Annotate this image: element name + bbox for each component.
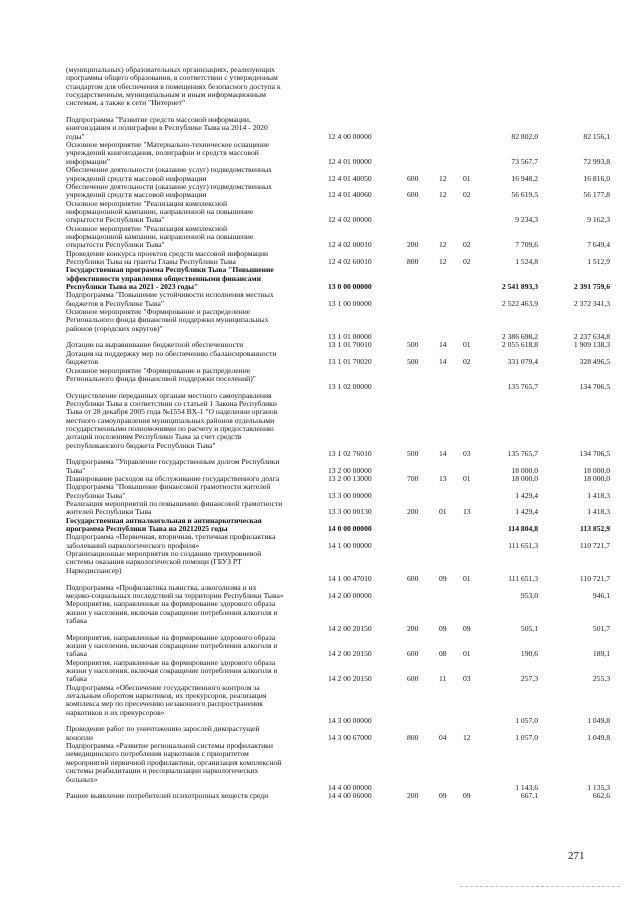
row-amount-year2: 2 372 341,3 bbox=[573, 298, 610, 308]
row-code: 13 3 00 00000 bbox=[328, 490, 372, 500]
table-row bbox=[66, 457, 610, 475]
table-row bbox=[66, 390, 610, 459]
row-amount-year1: 331 079,4 bbox=[507, 357, 538, 367]
row-amount-year1: 2 541 893,3 bbox=[501, 282, 538, 292]
row-section: 09 bbox=[439, 574, 447, 584]
row-code: 14 1 00 00000 bbox=[328, 540, 372, 550]
row-subsection: 09 bbox=[463, 791, 471, 801]
row-amount-year1: 114 804,8 bbox=[508, 524, 538, 534]
row-code: 14 4 00 00000 bbox=[328, 782, 372, 792]
row-amount-year1: 1 057,0 bbox=[515, 716, 538, 726]
row-amount-year2: 18 000,0 bbox=[583, 474, 610, 484]
table-row bbox=[66, 181, 610, 200]
row-amount-year1: 111 651,3 bbox=[508, 574, 538, 584]
row-expense-type: 200 bbox=[407, 240, 419, 250]
row-code: 12 4 02 60010 bbox=[328, 257, 372, 266]
table-row bbox=[66, 115, 610, 141]
row-section: 09 bbox=[439, 624, 447, 634]
row-name: Планирование расходов на обслуживание государственного долга bbox=[66, 474, 280, 484]
row-amount-year1: 135 765,7 bbox=[507, 382, 538, 392]
row-amount-year1: 111 651,3 bbox=[508, 540, 538, 550]
row-name: Подпрограмма "Повышение устойчивости исполнения местных бюджетов в Республике Тыва" bbox=[66, 290, 274, 308]
row-subsection: 12 bbox=[463, 732, 471, 742]
row-name: Реализация мероприятий по повышению финансовой грамотности жителей Республики Тыва bbox=[66, 499, 283, 517]
row-amount-year2: 113 852,9 bbox=[580, 524, 610, 534]
row-amount-year2: 56 177,8 bbox=[583, 190, 610, 200]
table-row bbox=[66, 365, 610, 392]
row-expense-type: 600 bbox=[407, 173, 419, 183]
row-amount-year2: 1 418,3 bbox=[587, 507, 610, 517]
row-name: (муниципальных) образовательных организациях, реализующих программы общего образования, в соответствии с утвержденным стандартом для обеспечения в помещениях безопасного доступа к государственным, муниципальным и иным информационным системам, а также к сети "Интернет" bbox=[66, 65, 281, 108]
page-number: 271 bbox=[568, 850, 585, 862]
row-code: 14 4 00 06000 bbox=[328, 791, 372, 801]
row-name: Мероприятия, направленные на формирование здорового образа жизни у населения, включая сокращение потребления алкоголя и табака bbox=[66, 632, 278, 659]
row-expense-type: 200 bbox=[407, 507, 419, 517]
row-section: 14 bbox=[439, 357, 447, 367]
row-section: 01 bbox=[439, 507, 447, 517]
row-amount-year1: 505,1 bbox=[520, 624, 538, 634]
row-amount-year2: 2 391 759,6 bbox=[573, 282, 610, 292]
row-code: 12 4 02 00010 bbox=[328, 240, 372, 250]
row-expense-type: 700 bbox=[407, 474, 419, 484]
row-code: 12 4 01 40050 bbox=[328, 173, 372, 183]
row-name: Подпрограмма "Развитие средств массовой информации, книгоиздания и полиграфии в Республике Тыва на 2014 - 2020 годы" bbox=[66, 115, 268, 141]
row-amount-year1: 1 524,8 bbox=[515, 257, 538, 266]
table-row bbox=[66, 657, 610, 684]
row-amount-year1: 18 000,0 bbox=[511, 465, 538, 475]
row-code: 12 4 00 00000 bbox=[328, 131, 372, 141]
row-section: 12 bbox=[439, 173, 447, 183]
row-section: 08 bbox=[439, 649, 447, 659]
row-section: 12 bbox=[439, 190, 447, 200]
table-row bbox=[66, 165, 610, 183]
row-name: Государственная антиалкогольная и антинаркотическая программа Республики Тыва на 20212025 годы bbox=[66, 515, 262, 534]
row-subsection: 01 bbox=[463, 649, 471, 659]
row-amount-year2: 134 706,5 bbox=[579, 448, 610, 458]
row-name: Основное мероприятие "Формирование и распределение Регионального фонда финансовой поддержки поселений)" bbox=[66, 365, 256, 383]
row-name: Основное мероприятие "Реализация комплексной информационной кампании, направленной на повышение открытости Республики Тыва" bbox=[66, 223, 254, 250]
row-subsection: 09 bbox=[463, 624, 471, 634]
table-row bbox=[66, 248, 610, 267]
row-amount-year2: 16 816,0 bbox=[583, 173, 610, 183]
row-amount-year2: 7 649,4 bbox=[587, 240, 610, 250]
row-amount-year1: 2 386 698,2 bbox=[501, 332, 538, 342]
row-amount-year2: 1 049,8 bbox=[587, 716, 610, 726]
row-expense-type: 500 bbox=[407, 340, 419, 350]
row-name: Организационные мероприятия по созданию трехуровневой системы оказания наркологической помощи (ГБУЗ РТ Наркодиспансер) bbox=[66, 549, 262, 575]
table-row bbox=[66, 724, 610, 742]
row-amount-year2: 189,1 bbox=[592, 649, 610, 659]
row-amount-year2: 946,1 bbox=[592, 590, 610, 600]
row-subsection: 03 bbox=[463, 448, 471, 458]
row-amount-year2: 1 512,9 bbox=[587, 257, 610, 266]
row-name: Проведение конкурса проектов средств массовой информации Республики Тыва на гранты Главы Республики Тыва bbox=[66, 248, 269, 266]
row-name: Государственная программа Республики Тыва "Повышение эффективности управления общественными финансами Республики Тыва на 2021 - 2023 годы" bbox=[66, 265, 274, 292]
row-expense-type: 800 bbox=[407, 257, 419, 266]
budget-table bbox=[66, 65, 610, 801]
row-amount-year1: 18 000,0 bbox=[511, 474, 538, 484]
row-code: 13 3 00 00130 bbox=[328, 507, 372, 517]
row-code: 14 3 00 67000 bbox=[328, 732, 372, 742]
row-code: 14 2 00 20150 bbox=[328, 649, 372, 659]
row-expense-type: 600 bbox=[407, 649, 419, 659]
table-row bbox=[66, 223, 610, 250]
row-amount-year2: 18 000,0 bbox=[583, 465, 610, 475]
row-section: 14 bbox=[439, 340, 447, 350]
row-amount-year2: 72 993,8 bbox=[583, 156, 610, 166]
row-expense-type: 600 bbox=[407, 190, 419, 200]
table-row bbox=[66, 265, 610, 292]
row-code: 13 1 02 76010 bbox=[328, 448, 372, 458]
row-amount-year1: 953,0 bbox=[520, 590, 538, 600]
row-amount-year2: 328 496,5 bbox=[579, 357, 610, 367]
row-code: 13 1 01 70020 bbox=[328, 357, 372, 367]
row-amount-year2: 501,7 bbox=[592, 624, 610, 634]
row-name: Основное мероприятие "Материально-техническое оснащение учреждений книгоиздания, полиграфии и средств массовой информации" bbox=[66, 140, 270, 166]
row-code: 14 2 00 00000 bbox=[328, 590, 372, 600]
row-amount-year2: 662,6 bbox=[592, 791, 610, 801]
row-name: Раннее выявление потребителей психотропных веществ среди bbox=[66, 791, 269, 801]
row-subsection: 01 bbox=[463, 340, 471, 350]
row-name: Подпрограмма "Управление государственным долгом Республики Тыва" bbox=[66, 457, 280, 475]
row-amount-year1: 257,3 bbox=[520, 674, 538, 684]
row-amount-year1: 7 709,6 bbox=[515, 240, 538, 250]
table-row bbox=[66, 682, 610, 726]
row-code: 13 1 01 70010 bbox=[328, 340, 372, 350]
row-section: 12 bbox=[439, 240, 447, 250]
row-code: 13 0 00 00000 bbox=[328, 282, 372, 292]
table-row bbox=[66, 582, 610, 601]
table-row bbox=[66, 66, 606, 116]
row-expense-type: 800 bbox=[407, 732, 419, 742]
row-amount-year1: 1 143,6 bbox=[515, 782, 538, 792]
row-subsection: 02 bbox=[463, 257, 471, 266]
table-row bbox=[66, 515, 610, 534]
row-name: Обеспечение деятельности (оказание услуг) подведомственных учреждений средств массовой информации bbox=[66, 165, 272, 183]
row-name: Подпрограмма «Развитие региональной системы профилактики немедицинского потребления наркотиков с приоритетом мероприятий первичной профилактики, организация комплексной системы реабилитации и ресоциализации наркологических больных» bbox=[66, 741, 282, 784]
row-name: Мероприятия, направленные на формирование здорового образа жизни у населения, включая сокращение потребления алкоголя и табака bbox=[66, 657, 278, 684]
row-amount-year1: 135 765,7 bbox=[507, 448, 538, 458]
row-code: 13 2 00 13000 bbox=[328, 474, 372, 484]
row-expense-type: 500 bbox=[407, 357, 419, 367]
bottom-rule bbox=[460, 886, 620, 887]
row-amount-year2: 255,3 bbox=[592, 674, 610, 684]
row-code: 13 1 00 00000 bbox=[328, 298, 372, 308]
row-amount-year1: 2 522 463,9 bbox=[501, 298, 538, 308]
row-code: 14 3 00 00000 bbox=[328, 716, 372, 726]
row-amount-year1: 667,1 bbox=[520, 791, 538, 801]
row-section: 04 bbox=[439, 732, 447, 742]
row-code: 13 1 01 00000 bbox=[328, 332, 372, 342]
table-row bbox=[66, 499, 610, 517]
row-subsection: 02 bbox=[463, 357, 471, 367]
row-expense-type: 600 bbox=[407, 674, 419, 684]
row-amount-year2: 1 135,3 bbox=[587, 782, 610, 792]
row-subsection: 02 bbox=[463, 240, 471, 250]
row-name: Подпрограмма «Первичная, вторичная, третичная профилактика заболеваний наркологического профиля» bbox=[66, 532, 276, 550]
row-subsection: 01 bbox=[463, 474, 471, 484]
row-amount-year1: 1 429,4 bbox=[515, 507, 538, 517]
row-amount-year2: 1 418,3 bbox=[587, 490, 610, 500]
row-name: Дотации на выравнивание бюджетной обеспеченности bbox=[66, 340, 244, 350]
table-row bbox=[66, 348, 610, 367]
row-amount-year1: 9 234,3 bbox=[515, 215, 538, 225]
table-row bbox=[66, 599, 610, 634]
row-amount-year1: 82 802,0 bbox=[511, 131, 538, 141]
row-subsection: 03 bbox=[463, 674, 471, 684]
row-subsection: 01 bbox=[463, 173, 471, 183]
row-name: Основное мероприятие "Реализация комплексной информационной кампании, направленной на повышение открытости Республики Тыва" bbox=[66, 198, 254, 225]
table-row bbox=[66, 307, 610, 342]
row-amount-year2: 134 706,5 bbox=[579, 382, 610, 392]
row-section: 13 bbox=[439, 474, 447, 484]
row-code: 13 1 02 00000 bbox=[328, 382, 372, 392]
row-amount-year1: 16 948,2 bbox=[511, 173, 538, 183]
row-name: Мероприятия, направленные на формирование здорового образа жизни у населения, включая сокращение потребления алкоголя и табака bbox=[66, 599, 278, 625]
row-amount-year2: 110 721,7 bbox=[579, 574, 610, 584]
row-amount-year1: 56 619,5 bbox=[511, 190, 538, 200]
row-section: 11 bbox=[439, 674, 447, 684]
row-expense-type: 500 bbox=[407, 448, 419, 458]
row-section: 14 bbox=[439, 448, 447, 458]
row-section: 12 bbox=[439, 257, 447, 266]
row-section: 09 bbox=[439, 791, 447, 801]
table-row bbox=[66, 791, 610, 801]
row-name: Подпрограмма "Повышение финансовой грамотности жителей Республики Тыва" bbox=[66, 482, 271, 500]
row-amount-year1: 190,6 bbox=[520, 649, 538, 659]
row-amount-year2: 1 049,8 bbox=[587, 732, 610, 742]
table-row bbox=[66, 741, 610, 792]
row-expense-type: 200 bbox=[407, 791, 419, 801]
row-subsection: 02 bbox=[463, 190, 471, 200]
row-name: Основное мероприятие "Формирование и распределение Регионального фонда финансовой поддержки муниципальных районов (городских округов)" bbox=[66, 307, 269, 333]
row-name: Подпрограмма «Обеспечение государственного контроля за легальным оборотом наркотиков, их прекурсоров, реализация комплекса мер по пресечению незаконного распространения наркотиков и их прекурсоров» bbox=[66, 682, 267, 717]
table-row bbox=[66, 549, 610, 584]
row-expense-type: 200 bbox=[407, 624, 419, 634]
row-name: Проведение работ по уничтожению зарослей дикорастущей конопли bbox=[66, 724, 260, 742]
row-name: Обеспечение деятельности (оказание услуг) подведомственных учреждений средств массовой информации bbox=[66, 181, 272, 200]
row-code: 12 4 02 00000 bbox=[328, 215, 372, 225]
table-row bbox=[66, 532, 610, 550]
row-name: Подпрограмма «Профилактика пьянства, алкоголизма и их медико-социальных последствий на территории Республики Тыва» bbox=[66, 582, 284, 600]
row-amount-year2: 82 156,1 bbox=[583, 131, 610, 141]
row-amount-year2: 2 237 634,8 bbox=[573, 332, 610, 342]
row-code: 12 4 01 40060 bbox=[328, 190, 372, 200]
row-subsection: 13 bbox=[463, 507, 471, 517]
table-row bbox=[66, 140, 610, 166]
row-name: Дотация на поддержку мер по обеспечению сбалансированности бюджетов bbox=[66, 348, 277, 367]
row-amount-year2: 9 162,3 bbox=[587, 215, 610, 225]
row-code: 12 4 01 00000 bbox=[328, 156, 372, 166]
row-amount-year1: 1 429,4 bbox=[515, 490, 538, 500]
table-row bbox=[66, 198, 610, 225]
row-code: 13 2 00 00000 bbox=[328, 465, 372, 475]
row-code: 14 0 00 00000 bbox=[328, 524, 372, 534]
table-row bbox=[66, 632, 610, 659]
row-code: 14 2 00 20150 bbox=[328, 674, 372, 684]
row-amount-year1: 73 567,7 bbox=[511, 156, 538, 166]
row-amount-year2: 1 909 138,3 bbox=[573, 340, 610, 350]
row-subsection: 01 bbox=[463, 574, 471, 584]
row-amount-year1: 2 055 618,8 bbox=[501, 340, 538, 350]
row-amount-year2: 110 721,7 bbox=[579, 540, 610, 550]
row-name: Осуществление переданных органам местного самоуправления Республики Тыва в соответствии со статьей 1 Закона Республики Тыва от 28 декабря 2005 года №1554 ВХ-1 "О наделении органов местного самоуправления муниципальных районов отдельными государственными полномочиями по расчету и предоставлению дотаций поселениям Республики Тыва за счет средств республиканского бюджета Республики Тыва" bbox=[66, 390, 278, 450]
row-expense-type: 600 bbox=[407, 574, 419, 584]
table-row bbox=[66, 290, 610, 308]
row-code: 14 1 00 47010 bbox=[328, 574, 372, 584]
row-code: 14 2 00 20150 bbox=[328, 624, 372, 634]
table-row bbox=[66, 482, 610, 500]
row-amount-year1: 1 057,0 bbox=[515, 732, 538, 742]
